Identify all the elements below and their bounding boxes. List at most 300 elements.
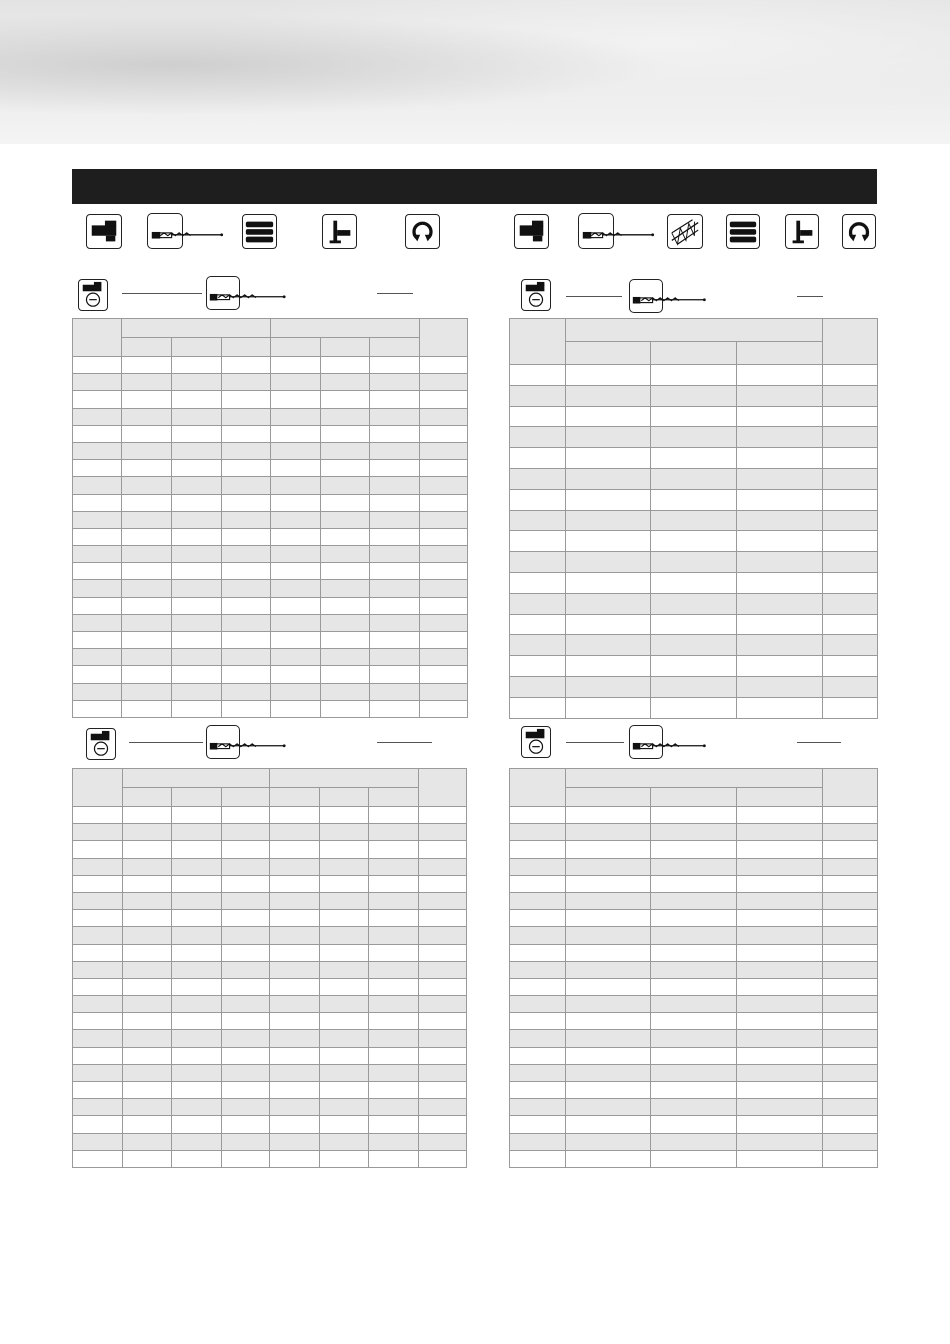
table-cell — [651, 489, 737, 510]
table-cell — [222, 425, 271, 442]
table-cell — [271, 442, 321, 459]
table-cell — [823, 1013, 878, 1030]
table-cell — [270, 1099, 320, 1116]
table-cell — [419, 875, 467, 892]
table-cell — [651, 448, 737, 469]
table-cell — [271, 477, 321, 494]
table-cell — [651, 1030, 737, 1047]
table-cell — [566, 552, 651, 573]
heading-rule — [122, 293, 202, 294]
boom-length-subheader-cell — [320, 788, 369, 807]
table-cell — [510, 824, 566, 841]
table-cell — [737, 572, 823, 593]
table-cell — [510, 1133, 566, 1150]
table-cell — [823, 656, 878, 677]
table-cell — [73, 528, 122, 545]
table-cell — [370, 357, 420, 374]
main-boom-icon — [578, 213, 614, 249]
table-cell — [823, 531, 878, 552]
table-cell — [823, 552, 878, 573]
boom-length-group-header — [566, 769, 823, 788]
counterweight-gauge-icon — [521, 726, 551, 758]
table-cell — [566, 468, 651, 489]
table-cell — [222, 391, 271, 408]
table-cell — [510, 892, 566, 909]
table-row — [73, 683, 468, 700]
table-row — [73, 357, 468, 374]
main-boom-icon — [206, 276, 240, 310]
boom-length-subheader-cell — [222, 788, 270, 807]
table-cell — [222, 357, 271, 374]
table-cell — [73, 597, 122, 614]
table-cell — [271, 408, 321, 425]
table-cell — [270, 892, 320, 909]
table-cell — [823, 427, 878, 448]
table-cell — [222, 649, 271, 666]
table-cell — [270, 1082, 320, 1099]
table-cell — [419, 892, 467, 909]
table-row — [73, 614, 468, 631]
table-cell — [73, 425, 122, 442]
table-cell — [123, 1150, 172, 1167]
table-cell — [651, 676, 737, 697]
table-cell — [419, 1030, 467, 1047]
table-cell — [651, 927, 737, 944]
table-cell — [320, 944, 369, 961]
header-background-image — [0, 0, 950, 144]
table-cell — [172, 597, 222, 614]
table-cell — [222, 807, 270, 824]
table-cell — [510, 510, 566, 531]
table-cell — [510, 656, 566, 677]
table-cell — [651, 531, 737, 552]
table-cell — [369, 875, 419, 892]
table-cell — [737, 1013, 823, 1030]
table-cell — [510, 614, 566, 635]
table-cell — [271, 632, 321, 649]
table-cell — [321, 442, 370, 459]
table-cell — [510, 910, 566, 927]
table-cell — [123, 1133, 172, 1150]
table-cell — [510, 807, 566, 824]
table-cell — [566, 448, 651, 469]
table-cell — [420, 460, 468, 477]
table-cell — [823, 978, 878, 995]
table-cell — [271, 614, 321, 631]
table-cell — [271, 528, 321, 545]
table-cell — [510, 676, 566, 697]
table-cell — [73, 357, 122, 374]
table-cell — [370, 425, 420, 442]
table-cell — [566, 927, 651, 944]
table-cell — [510, 978, 566, 995]
table-cell — [566, 978, 651, 995]
table-subheader-row — [73, 338, 468, 357]
table-cell — [369, 927, 419, 944]
boom-length-subheader-cell — [222, 338, 271, 357]
table-cell — [172, 460, 222, 477]
table-cell — [320, 892, 369, 909]
table-cell — [420, 425, 468, 442]
radius-header-cell — [510, 769, 566, 807]
table-cell — [123, 1047, 172, 1064]
table-cell — [419, 858, 467, 875]
table-row — [510, 572, 878, 593]
table-row — [73, 632, 468, 649]
table-cell — [420, 528, 468, 545]
table-cell — [420, 391, 468, 408]
table-cell — [271, 494, 321, 511]
table-cell — [321, 391, 370, 408]
table-cell — [651, 978, 737, 995]
table-cell — [321, 528, 370, 545]
table-subheader-row — [510, 788, 878, 807]
table-cell — [73, 858, 123, 875]
table-row — [73, 858, 467, 875]
table-cell — [823, 841, 878, 858]
table-cell — [420, 666, 468, 683]
table-cell — [122, 632, 172, 649]
table-cell — [321, 477, 370, 494]
table-cell — [122, 408, 172, 425]
table-cell — [823, 1082, 878, 1099]
table-cell — [566, 841, 651, 858]
table-row — [73, 910, 467, 927]
table-cell — [370, 528, 420, 545]
table-cell — [73, 961, 123, 978]
table-cell — [566, 892, 651, 909]
table-cell — [370, 597, 420, 614]
table-row — [510, 841, 878, 858]
table-cell — [823, 448, 878, 469]
table-cell — [122, 391, 172, 408]
table-cell — [823, 944, 878, 961]
table-cell — [73, 927, 123, 944]
table-row — [510, 996, 878, 1013]
table-cell — [737, 427, 823, 448]
table-cell — [172, 1013, 222, 1030]
table-row — [510, 676, 878, 697]
table-cell — [419, 944, 467, 961]
table-row — [510, 552, 878, 573]
table-row — [73, 580, 468, 597]
table-cell — [172, 494, 222, 511]
table-cell — [369, 841, 419, 858]
table-cell — [172, 858, 222, 875]
table-cell — [321, 649, 370, 666]
table-cell — [420, 580, 468, 597]
table-cell — [172, 1099, 222, 1116]
table-row — [73, 961, 467, 978]
table-cell — [651, 1064, 737, 1081]
table-cell — [123, 961, 172, 978]
table-cell — [270, 996, 320, 1013]
table-cell — [370, 391, 420, 408]
table-cell — [566, 875, 651, 892]
heading-rule — [377, 293, 413, 294]
table-cell — [823, 961, 878, 978]
table-row — [73, 927, 467, 944]
table-cell — [122, 614, 172, 631]
table-cell — [370, 632, 420, 649]
table-cell — [172, 563, 222, 580]
table-cell — [73, 614, 122, 631]
table-cell — [510, 1150, 566, 1167]
table-cell — [566, 427, 651, 448]
table-row — [73, 1133, 467, 1150]
table-cell — [222, 927, 270, 944]
table-cell — [823, 489, 878, 510]
table-cell — [222, 824, 270, 841]
table-cell — [369, 944, 419, 961]
table-cell — [566, 406, 651, 427]
table-cell — [73, 875, 123, 892]
table-cell — [419, 807, 467, 824]
table-cell — [172, 1030, 222, 1047]
table-cell — [566, 1116, 651, 1133]
table-cell — [420, 614, 468, 631]
heading-rule — [566, 296, 622, 297]
table-row — [510, 910, 878, 927]
counterweight-gauge-icon — [78, 279, 108, 311]
table-cell — [73, 683, 122, 700]
table-cell — [737, 593, 823, 614]
table-cell — [369, 858, 419, 875]
table-cell — [222, 597, 271, 614]
table-cell — [651, 1099, 737, 1116]
table-cell — [419, 1064, 467, 1081]
table-cell — [651, 1047, 737, 1064]
table-cell — [270, 1116, 320, 1133]
table-cell — [651, 875, 737, 892]
table-cell — [566, 572, 651, 593]
table-cell — [823, 910, 878, 927]
table-cell — [737, 927, 823, 944]
table-cell — [823, 1150, 878, 1167]
table-row — [510, 1099, 878, 1116]
table-cell — [172, 357, 222, 374]
table-cell — [651, 996, 737, 1013]
table-cell — [651, 614, 737, 635]
radius-header-cell — [73, 769, 123, 807]
table-cell — [651, 572, 737, 593]
table-cell — [510, 531, 566, 552]
table-cell — [222, 1047, 270, 1064]
table-cell — [737, 1082, 823, 1099]
table-row — [73, 442, 468, 459]
table-cell — [73, 563, 122, 580]
table-cell — [73, 1116, 123, 1133]
table-cell — [320, 1047, 369, 1064]
table-cell — [73, 841, 123, 858]
table-cell — [172, 1047, 222, 1064]
table-cell — [73, 1082, 123, 1099]
counterweight-icon — [86, 214, 122, 249]
table-cell — [737, 996, 823, 1013]
table-cell — [419, 1047, 467, 1064]
table-cell — [172, 927, 222, 944]
table-cell — [651, 468, 737, 489]
table-cell — [566, 510, 651, 531]
table-cell — [222, 408, 271, 425]
table-row — [510, 468, 878, 489]
table-cell — [123, 841, 172, 858]
table-row — [510, 635, 878, 656]
table-cell — [737, 858, 823, 875]
load-chart-table-top-right — [509, 318, 878, 719]
table-cell — [271, 546, 321, 563]
table-row — [73, 1116, 467, 1133]
table-cell — [510, 944, 566, 961]
table-cell — [737, 1133, 823, 1150]
table-cell — [271, 683, 321, 700]
table-cell — [222, 892, 270, 909]
table-cell — [172, 1082, 222, 1099]
heading-rule — [797, 296, 823, 297]
table-cell — [73, 700, 122, 717]
table-cell — [320, 1064, 369, 1081]
table-row — [73, 460, 468, 477]
table-cell — [320, 1082, 369, 1099]
boom-length-subheader-cell — [270, 788, 320, 807]
table-cell — [737, 875, 823, 892]
table-cell — [566, 635, 651, 656]
table-cell — [737, 1030, 823, 1047]
table-cell — [172, 996, 222, 1013]
table-cell — [823, 807, 878, 824]
table-cell — [270, 961, 320, 978]
table-cell — [320, 841, 369, 858]
table-row — [510, 875, 878, 892]
table-cell — [222, 910, 270, 927]
table-cell — [419, 1082, 467, 1099]
table-cell — [73, 546, 122, 563]
boom-length-subheader-cell — [369, 788, 419, 807]
table-cell — [823, 635, 878, 656]
table-cell — [123, 1099, 172, 1116]
table-cell — [566, 1064, 651, 1081]
table-cell — [73, 632, 122, 649]
table-cell — [823, 572, 878, 593]
table-cell — [419, 978, 467, 995]
table-cell — [510, 1082, 566, 1099]
table-cell — [320, 824, 369, 841]
table-row — [510, 448, 878, 469]
boom-length-group-header — [566, 319, 823, 342]
table-cell — [320, 1030, 369, 1047]
table-row — [510, 978, 878, 995]
table-cell — [566, 910, 651, 927]
table-cell — [369, 1047, 419, 1064]
table-cell — [73, 1030, 123, 1047]
table-row — [510, 385, 878, 406]
table-cell — [172, 391, 222, 408]
table-cell — [510, 697, 566, 718]
table-cell — [270, 1133, 320, 1150]
table-cell — [420, 511, 468, 528]
table-row — [510, 510, 878, 531]
table-cell — [510, 593, 566, 614]
table-cell — [419, 910, 467, 927]
table-cell — [419, 927, 467, 944]
table-cell — [370, 511, 420, 528]
table-cell — [222, 961, 270, 978]
table-cell — [651, 944, 737, 961]
table-row — [510, 489, 878, 510]
table-cell — [420, 683, 468, 700]
table-cell — [651, 824, 737, 841]
table-cell — [737, 406, 823, 427]
table-row — [510, 1133, 878, 1150]
table-cell — [566, 489, 651, 510]
table-cell — [369, 1150, 419, 1167]
table-cell — [73, 996, 123, 1013]
table-row — [73, 996, 467, 1013]
table-cell — [73, 910, 123, 927]
table-cell — [321, 460, 370, 477]
load-chart-table-bottom-right — [509, 768, 878, 1168]
main-boom-icon — [206, 725, 240, 759]
table-cell — [651, 1082, 737, 1099]
boom-length-subheader-cell — [172, 338, 222, 357]
table-cell — [123, 1116, 172, 1133]
table-cell — [73, 944, 123, 961]
table-cell — [270, 824, 320, 841]
radius-header-cell — [73, 319, 122, 357]
table-row — [510, 531, 878, 552]
table-cell — [122, 546, 172, 563]
table-cell — [737, 961, 823, 978]
table-cell — [222, 374, 271, 391]
table-cell — [222, 511, 271, 528]
table-cell — [651, 697, 737, 718]
table-cell — [419, 824, 467, 841]
table-cell — [172, 700, 222, 717]
table-cell — [823, 996, 878, 1013]
table-cell — [321, 494, 370, 511]
table-cell — [222, 666, 271, 683]
table-row — [510, 824, 878, 841]
table-cell — [73, 477, 122, 494]
table-cell — [123, 910, 172, 927]
table-cell — [270, 807, 320, 824]
table-cell — [510, 572, 566, 593]
table-cell — [172, 614, 222, 631]
table-cell — [823, 858, 878, 875]
table-cell — [566, 365, 651, 386]
table-row — [73, 666, 468, 683]
table-row — [73, 391, 468, 408]
table-cell — [270, 1064, 320, 1081]
table-cell — [321, 683, 370, 700]
table-cell — [270, 910, 320, 927]
table-cell — [369, 1116, 419, 1133]
table-cell — [651, 910, 737, 927]
table-header-row — [510, 769, 878, 788]
table-cell — [320, 927, 369, 944]
table-cell — [122, 700, 172, 717]
table-cell — [271, 374, 321, 391]
table-cell — [222, 1030, 270, 1047]
table-cell — [651, 365, 737, 386]
table-cell — [123, 1082, 172, 1099]
table-row — [73, 875, 467, 892]
table-cell — [823, 697, 878, 718]
table-row — [73, 824, 467, 841]
table-cell — [172, 683, 222, 700]
table-cell — [369, 996, 419, 1013]
table-cell — [370, 477, 420, 494]
